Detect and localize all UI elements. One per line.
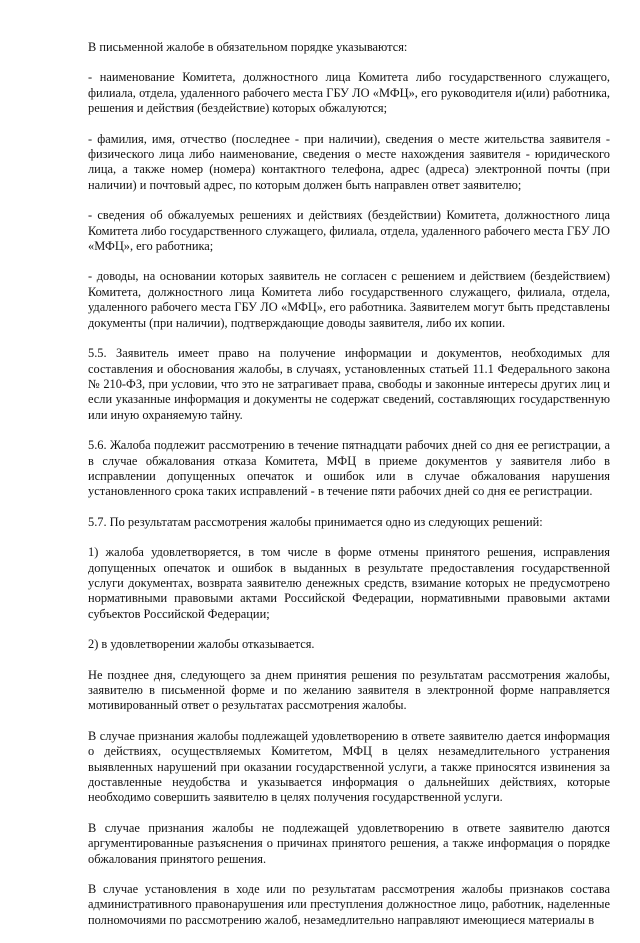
paragraph-item-arguments: - доводы, на основании которых заявитель не согласен с решением и действием (бездействием) Комитета, должностного лица Комитета либо государственного служащего, филиала, отдела, удаленного рабочего места ГБУ ЛО «МФЦ», его работника. Заявителем могут быть представлены документы (при наличии), подтверждающие доводы заявителя, либо их копии. — [88, 269, 610, 330]
paragraph-not-satisfied: В случае признания жалобы не подлежащей удовлетворению в ответе заявителю даются аргументированные разъяснения о причинах принятого решения, а также информация о порядке обжалования принятого решения. — [88, 820, 610, 866]
paragraph-5-5: 5.5. Заявитель имеет право на получение информации и документов, необходимых для составления и обоснования жалобы, в случаях, установленных статьей 11.1 Федерального закона № 210-ФЗ, при условии, что это не затрагивает права, свободы и законные интересы других лиц и если указанные информация и документы не содержат сведений, составляющих государственную или иную охраняемую тайну. — [88, 346, 610, 422]
paragraph-satisfied: В случае признания жалобы подлежащей удовлетворению в ответе заявителю дается информация о действиях, осуществляемых Комитетом, МФЦ в целях незамедлительного устранения выявленных нарушений при оказании государственной услуги, а также приносятся извинения за доставленные неудобства и указывается информация о дальнейших действиях, которые необходимо совершить заявителю в целях получения государственной услуги. — [88, 728, 610, 805]
document-body — [88, 40, 610, 943]
paragraph-decision-2: 2) в удовлетворении жалобы отказывается. — [88, 637, 315, 652]
paragraph-intro: В письменной жалобе в обязательном порядке указываются: — [88, 40, 408, 54]
paragraph-item-applicant: - фамилия, имя, отчество (последнее - при наличии), сведения о месте жительства заявителя - физического лица либо наименование, сведения о месте нахождения заявителя - юридического лица, а также номер (номера) контактного телефона, адрес (адреса) электронной почты (при наличии) и почтовый адрес, по которым должен быть направлен ответ заявителю; — [88, 131, 610, 192]
paragraph-decision-1: 1) жалоба удовлетворяется, в том числе в форме отмены принятого решения, исправления допущенных опечаток и ошибок в выданных в результате предоставления государственной услуги документах, возврата заявителю денежных средств, взимание которых не предусмотрено нормативными правовыми актами Российской Федерации, нормативными правовыми актами субъектов Российской Федерации; — [88, 545, 610, 621]
paragraph-5-6: 5.6. Жалоба подлежит рассмотрению в течение пятнадцати рабочих дней со дня ее регистрации, а в случае обжалования отказа Комитета, МФЦ в приеме документов у заявителя либо в исправлении допущенных опечаток и ошибок или в случае обжалования нарушения установленного срока таких исправлений - в течение пяти рабочих дней со дня ее регистрации. — [88, 438, 610, 499]
paragraph-response: Не позднее дня, следующего за днем принятия решения по результатам рассмотрения жалобы, заявителю в письменной форме и по желанию заявителя в электронной форме направляется мотивированный ответ о результатах рассмотрения жалобы. — [88, 667, 610, 713]
paragraph-5-7: 5.7. По результатам рассмотрения жалобы принимается одно из следующих решений: — [88, 514, 543, 529]
paragraph-violation: В случае установления в ходе или по результатам рассмотрения жалобы признаков состава административного правонарушения или преступления должностное лицо, работник, наделенные полномочиями по рассмотрению жалоб, незамедлительно направляют имеющиеся материалы в — [88, 882, 610, 927]
paragraph-item-decisions: - сведения об обжалуемых решениях и действиях (бездействии) Комитета, должностного лица Комитета либо государственного служащего, филиала, отдела, удаленного рабочего места ГБУ ЛО «МФЦ», его работника; — [88, 208, 610, 254]
paragraph-item-name: - наименование Комитета, должностного лица Комитета либо государственного служащего, филиала, отдела, удаленного рабочего места ГБУ ЛО «МФЦ», его руководителя и(или) работника, решения и действия (бездействие) которых обжалуются; — [88, 70, 610, 116]
